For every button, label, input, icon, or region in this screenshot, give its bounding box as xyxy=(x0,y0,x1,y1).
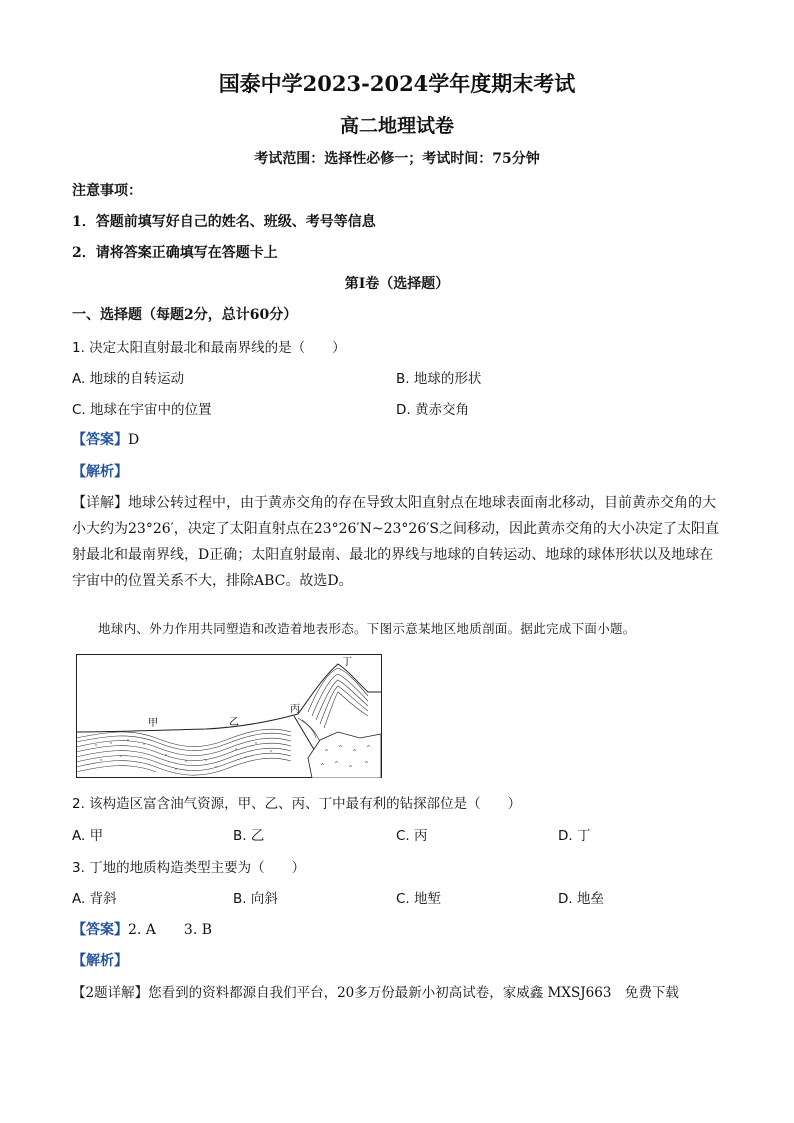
q3-option-a: A. 背斜 xyxy=(72,891,117,907)
label-yi: 乙 xyxy=(229,717,239,728)
exam-scope: 考试范围：选择性必修一；考试时间：75分钟 xyxy=(254,151,540,167)
q3-option-c: C. 地堑 xyxy=(396,891,442,907)
q3-option-b: B. 向斜 xyxy=(233,891,278,907)
answer-label: 【答案】 xyxy=(72,922,128,938)
label-bing: 丙 xyxy=(290,704,300,715)
svg-text:^: ^ xyxy=(352,749,358,756)
q1-answer xyxy=(72,430,139,450)
q3-option-d: D. 地垒 xyxy=(558,891,604,907)
svg-text:^: ^ xyxy=(334,761,340,768)
q1-analysis-label: 【解析】 xyxy=(72,464,128,480)
svg-text:^: ^ xyxy=(324,749,330,756)
q1-option-d: D. 黄赤交角 xyxy=(396,402,469,418)
answer-value: D xyxy=(128,432,140,448)
q1-option-a: A. 地球的自转运动 xyxy=(72,371,185,387)
q2-stem: 2. 该构造区富含油气资源，甲、乙、丙、丁中最有利的钻探部位是（ ） xyxy=(72,796,522,812)
notes-item-2: 2．请将答案正确填写在答题卡上 xyxy=(72,245,278,261)
q2-option-d: D. 丁 xyxy=(558,828,591,844)
svg-text:^: ^ xyxy=(338,745,344,752)
section-title: 一、选择题（每题2分，总计60分） xyxy=(72,307,298,323)
q3-stem: 3. 丁地的地质构造类型主要为（ ） xyxy=(72,860,306,876)
q1-stem: 1. 决定太阳直射最北和最南界线的是（ ） xyxy=(72,340,346,356)
q1-option-c: C. 地球在宇宙中的位置 xyxy=(72,402,212,418)
q2-detail: 【2题详解】您看到的资料都源自我们平台，20多万份最新小初高试卷，家威鑫 MXSJ663 免费下载 xyxy=(72,985,679,1001)
answer-value: 2. A 3. B xyxy=(128,922,213,938)
answers-2-3 xyxy=(72,920,212,940)
svg-text:^: ^ xyxy=(364,761,370,768)
label-ding: 丁 xyxy=(342,657,352,668)
q1-option-b: B. 地球的形状 xyxy=(396,371,482,387)
analysis-label-2: 【解析】 xyxy=(72,953,128,969)
label-jia: 甲 xyxy=(148,718,158,729)
geology-figure xyxy=(76,654,382,778)
notes-item-1: 1．答题前填写好自己的姓名、班级、考号等信息 xyxy=(72,214,376,230)
figure-intro: 地球内、外力作用共同塑造和改造着地表形态。下图示意某地区地质剖面。据此完成下面小题。 xyxy=(98,621,636,636)
svg-text:^: ^ xyxy=(320,763,326,770)
exam-subtitle: 高二地理试卷 xyxy=(339,115,454,137)
svg-text:^: ^ xyxy=(366,745,372,752)
q2-option-c: C. 丙 xyxy=(396,828,428,844)
notes-heading: 注意事项： xyxy=(72,183,142,199)
exam-title: 国泰中学2023-2024学年度期末考试 xyxy=(218,71,576,96)
geologic-section-diagram xyxy=(76,654,382,778)
q2-option-a: A. 甲 xyxy=(72,828,104,844)
q1-detail: 【详解】地球公转过程中，由于黄赤交角的存在导致太阳直射点在地球表面南北移动，目前黄赤交角的大小大约为23°26′，决定了太阳直射点在23°26′N~23°26′S之间移动，因此黄赤交角的大小决定了太阳直射最北和最南界线，D正确；太阳直射最南、最北的界线与地球的自转运动、地球的球体形状以及地球在宇宙中的位置关系不大，排除ABC。故选D。 xyxy=(72,495,719,589)
svg-text:^: ^ xyxy=(348,765,354,772)
part-title: 第Ⅰ卷（选择题） xyxy=(344,276,450,292)
q2-option-b: B. 乙 xyxy=(233,828,265,844)
answer-label: 【答案】 xyxy=(72,432,128,448)
